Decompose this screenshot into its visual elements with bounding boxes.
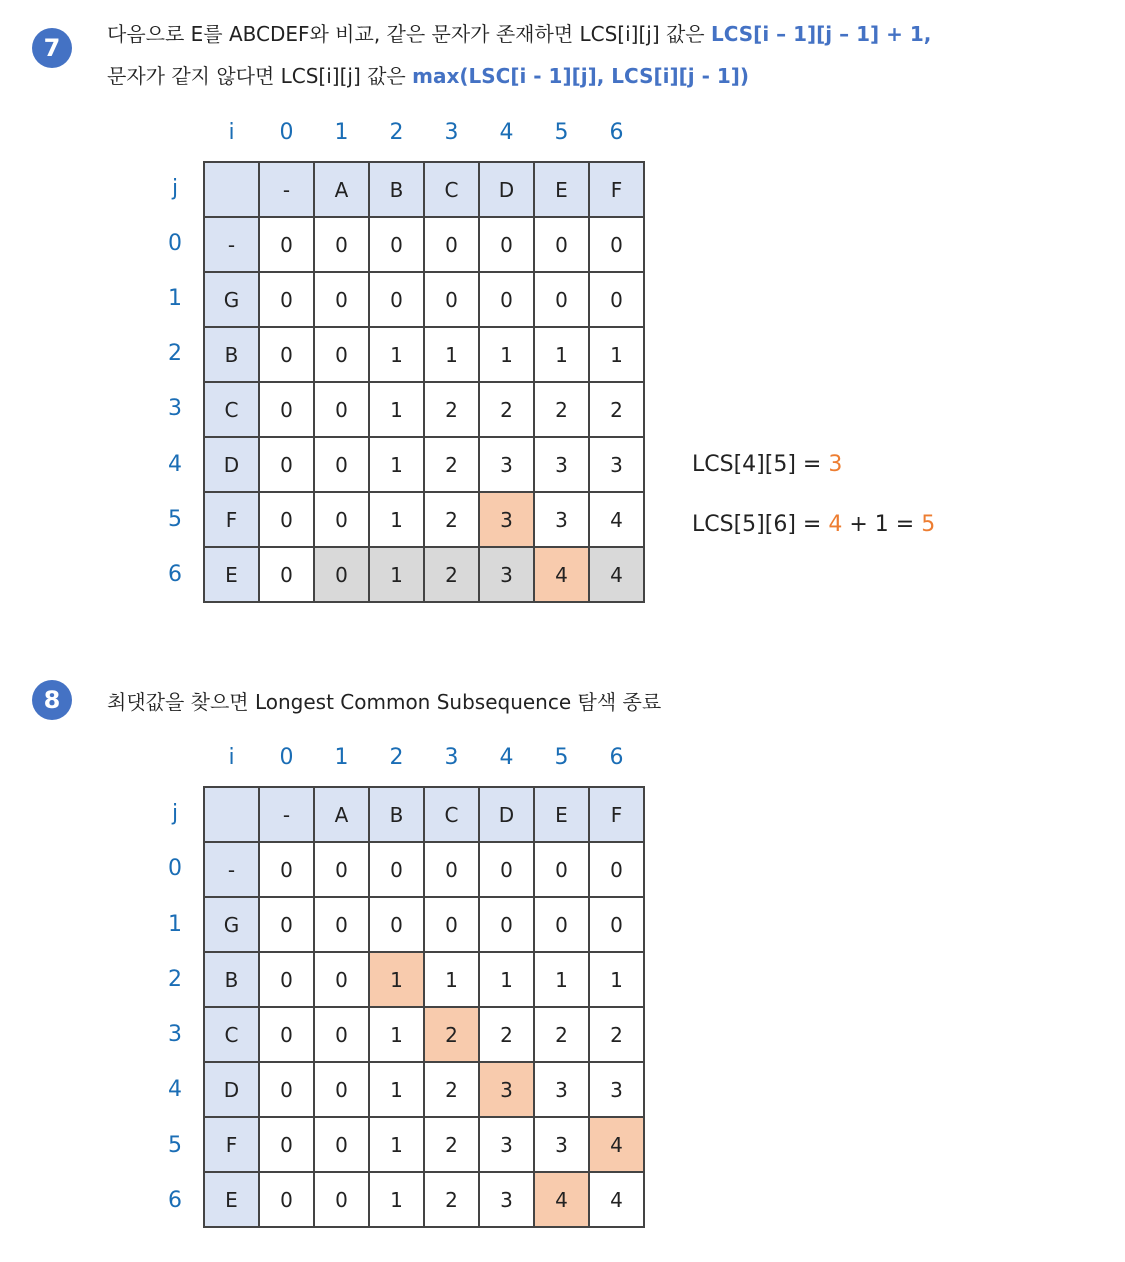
table-cell: 0 xyxy=(479,217,534,272)
table-cell: 0 xyxy=(534,217,589,272)
i-index-0: 0 xyxy=(279,120,294,145)
col-header-cell: A xyxy=(314,787,369,842)
table-cell: 2 xyxy=(424,492,479,547)
equation-value: 3 xyxy=(828,452,843,477)
row-header-cell: G xyxy=(204,897,259,952)
table-cell: 3 xyxy=(534,492,589,547)
j-index-1: 1 xyxy=(168,286,182,311)
i-index-6: 6 xyxy=(609,120,624,145)
table-cell: 1 xyxy=(369,327,424,382)
i-index-3: 3 xyxy=(444,120,459,145)
step-7-formula-match: LCS[i – 1][j – 1] + 1, xyxy=(710,22,932,46)
table-cell: 0 xyxy=(314,382,369,437)
table-cell: 0 xyxy=(259,217,314,272)
table-row xyxy=(204,437,644,492)
i-index-4: 4 xyxy=(499,745,514,770)
table-cell: 0 xyxy=(479,842,534,897)
j-index-3: 3 xyxy=(168,1022,182,1047)
table-cell: 3 xyxy=(589,437,644,492)
equation-lhs: LCS[5][6] = xyxy=(692,512,829,537)
table-cell: 4 xyxy=(589,1172,644,1227)
table-row xyxy=(204,492,644,547)
i-index-0: 0 xyxy=(279,745,294,770)
step-7-description-line-2 xyxy=(107,60,749,89)
table-cell: 0 xyxy=(369,842,424,897)
step-8-badge: 8 xyxy=(32,680,72,720)
table-cell: 3 xyxy=(479,437,534,492)
table-cell: 0 xyxy=(314,1172,369,1227)
current-row-cell: 2 xyxy=(424,547,479,602)
table-cell: 3 xyxy=(534,1117,589,1172)
table-cell: 0 xyxy=(424,272,479,327)
table-cell: 0 xyxy=(479,897,534,952)
table-cell: 0 xyxy=(259,842,314,897)
table-cell: 0 xyxy=(589,217,644,272)
j-index-6: 6 xyxy=(168,562,182,587)
table-cell: 0 xyxy=(369,217,424,272)
row-header-cell: B xyxy=(204,327,259,382)
table-row xyxy=(204,842,644,897)
i-axis-label: i xyxy=(228,745,235,770)
table-cell: 1 xyxy=(369,382,424,437)
table-cell: 3 xyxy=(534,1062,589,1117)
j-axis-label: j xyxy=(171,801,179,826)
table-row xyxy=(204,547,644,602)
table-cell: 0 xyxy=(314,437,369,492)
table-row-header xyxy=(204,787,644,842)
table-cell: 1 xyxy=(424,952,479,1007)
lcs-path-cell: 2 xyxy=(424,1007,479,1062)
j-index-0: 0 xyxy=(168,856,182,881)
table-cell: 0 xyxy=(259,327,314,382)
corner-cell xyxy=(204,162,259,217)
step-7-formula-max: max(LSC[i - 1][j], LCS[i][j - 1]) xyxy=(412,64,750,88)
table-cell: 1 xyxy=(369,1062,424,1117)
equation-result: 5 xyxy=(921,512,936,537)
j-index-4: 4 xyxy=(168,452,182,477)
table-cell: 0 xyxy=(589,272,644,327)
col-header-cell: E xyxy=(534,787,589,842)
table-cell: 1 xyxy=(369,492,424,547)
table-cell: 0 xyxy=(259,437,314,492)
table-cell: 3 xyxy=(479,1117,534,1172)
current-row-cell: 4 xyxy=(589,547,644,602)
lcs-table-step-8 xyxy=(203,786,645,1228)
table-row xyxy=(204,1172,644,1227)
j-index-2: 2 xyxy=(168,341,182,366)
table-cell: 2 xyxy=(534,382,589,437)
row-header-cell: E xyxy=(204,547,259,602)
table-cell: 1 xyxy=(589,952,644,1007)
i-index-1: 1 xyxy=(334,745,349,770)
j-index-4: 4 xyxy=(168,1077,182,1102)
i-index-2: 2 xyxy=(389,745,404,770)
table-cell: 0 xyxy=(259,492,314,547)
table-cell: 2 xyxy=(589,382,644,437)
table-cell: 0 xyxy=(314,327,369,382)
row-header-cell: E xyxy=(204,1172,259,1227)
lcs-path-cell: 3 xyxy=(479,1062,534,1117)
i-index-1: 1 xyxy=(334,120,349,145)
lcs-path-cell: 4 xyxy=(589,1117,644,1172)
j-index-3: 3 xyxy=(168,396,182,421)
table-row xyxy=(204,1117,644,1172)
equation-value: 4 xyxy=(828,512,843,537)
equation-lhs: LCS[4][5] = xyxy=(692,452,829,477)
table-cell: 3 xyxy=(479,1172,534,1227)
row-header-cell: C xyxy=(204,1007,259,1062)
i-index-4: 4 xyxy=(499,120,514,145)
table-cell: 2 xyxy=(424,1062,479,1117)
table-cell: 0 xyxy=(424,842,479,897)
equation-lcs-4-5 xyxy=(692,452,842,477)
step-7-badge: 7 xyxy=(32,28,72,68)
table-cell: 1 xyxy=(534,952,589,1007)
lcs-path-cell: 1 xyxy=(369,952,424,1007)
table-cell: 1 xyxy=(424,327,479,382)
current-row-cell: 3 xyxy=(479,547,534,602)
table-row xyxy=(204,327,644,382)
table-row xyxy=(204,952,644,1007)
col-header-cell: F xyxy=(589,787,644,842)
table-cell: 1 xyxy=(479,327,534,382)
table-cell: 0 xyxy=(259,952,314,1007)
col-header-cell: A xyxy=(314,162,369,217)
current-row-cell: 1 xyxy=(369,547,424,602)
table-cell: 0 xyxy=(589,897,644,952)
table-cell: 0 xyxy=(314,492,369,547)
col-header-cell: - xyxy=(259,162,314,217)
table-row-header xyxy=(204,162,644,217)
col-header-cell: - xyxy=(259,787,314,842)
j-index-0: 0 xyxy=(168,231,182,256)
j-axis-label: j xyxy=(171,176,179,201)
table-cell: 0 xyxy=(424,897,479,952)
row-header-cell: F xyxy=(204,1117,259,1172)
table-cell: 2 xyxy=(424,382,479,437)
col-header-cell: E xyxy=(534,162,589,217)
col-header-cell: B xyxy=(369,787,424,842)
lcs-table-step-7 xyxy=(203,161,645,603)
row-header-cell: - xyxy=(204,842,259,897)
table-cell: 2 xyxy=(534,1007,589,1062)
row-header-cell: F xyxy=(204,492,259,547)
col-header-cell: B xyxy=(369,162,424,217)
table-cell: 2 xyxy=(424,1117,479,1172)
table-cell: 2 xyxy=(479,382,534,437)
table-cell: 0 xyxy=(369,897,424,952)
lcs-path-cell: 4 xyxy=(534,1172,589,1227)
col-header-cell: C xyxy=(424,162,479,217)
table-cell: 0 xyxy=(314,952,369,1007)
table-cell: 1 xyxy=(369,1007,424,1062)
step-7-text-2a: 문자가 같지 않다면 LCS[i][j] 값은 xyxy=(107,64,413,88)
table-cell: 0 xyxy=(259,1172,314,1227)
table-cell: 0 xyxy=(479,272,534,327)
step-8-description: 최댓값을 찾으면 Longest Common Subsequence 탐색 종료 xyxy=(107,690,662,714)
highlight-cell: 3 xyxy=(479,492,534,547)
table-cell: 1 xyxy=(534,327,589,382)
i-index-5: 5 xyxy=(554,745,569,770)
table-cell: 0 xyxy=(259,1062,314,1117)
current-row-cell: 0 xyxy=(314,547,369,602)
table-cell: 0 xyxy=(259,547,314,602)
table-cell: 0 xyxy=(259,1007,314,1062)
j-index-6: 6 xyxy=(168,1188,182,1213)
col-header-cell: D xyxy=(479,787,534,842)
j-index-2: 2 xyxy=(168,967,182,992)
step-7-description-line-1 xyxy=(107,18,931,47)
table-cell: 0 xyxy=(314,842,369,897)
table-cell: 0 xyxy=(534,842,589,897)
table-cell: 0 xyxy=(534,272,589,327)
table-cell: 1 xyxy=(589,327,644,382)
table-cell: 0 xyxy=(534,897,589,952)
row-header-cell: B xyxy=(204,952,259,1007)
row-header-cell: G xyxy=(204,272,259,327)
table-cell: 0 xyxy=(259,1117,314,1172)
j-index-1: 1 xyxy=(168,912,182,937)
table-cell: 0 xyxy=(259,897,314,952)
table-cell: 0 xyxy=(314,1062,369,1117)
table-row xyxy=(204,217,644,272)
table-cell: 1 xyxy=(479,952,534,1007)
table-cell: 4 xyxy=(589,492,644,547)
table-cell: 0 xyxy=(314,217,369,272)
row-header-cell: D xyxy=(204,1062,259,1117)
col-header-cell: C xyxy=(424,787,479,842)
i-index-5: 5 xyxy=(554,120,569,145)
col-header-cell: F xyxy=(589,162,644,217)
corner-cell xyxy=(204,787,259,842)
i-index-3: 3 xyxy=(444,745,459,770)
j-index-5: 5 xyxy=(168,507,182,532)
table-row xyxy=(204,897,644,952)
table-cell: 0 xyxy=(314,1117,369,1172)
table-row xyxy=(204,1062,644,1117)
table-cell: 0 xyxy=(259,382,314,437)
table-cell: 0 xyxy=(314,897,369,952)
table-cell: 3 xyxy=(534,437,589,492)
equation-lcs-5-6 xyxy=(692,512,935,537)
table-cell: 1 xyxy=(369,1117,424,1172)
table-row xyxy=(204,1007,644,1062)
table-cell: 0 xyxy=(589,842,644,897)
i-index-2: 2 xyxy=(389,120,404,145)
i-index-6: 6 xyxy=(609,745,624,770)
table-cell: 1 xyxy=(369,1172,424,1227)
table-cell: 2 xyxy=(424,437,479,492)
row-header-cell: - xyxy=(204,217,259,272)
table-cell: 1 xyxy=(369,437,424,492)
table-cell: 2 xyxy=(424,1172,479,1227)
step-7-text-1a: 다음으로 E를 ABCDEF와 비교, 같은 문자가 존재하면 LCS[i][j] 값은 xyxy=(107,22,711,46)
highlight-cell: 4 xyxy=(534,547,589,602)
table-cell: 3 xyxy=(589,1062,644,1117)
table-cell: 0 xyxy=(424,217,479,272)
table-cell: 0 xyxy=(314,272,369,327)
table-cell: 0 xyxy=(259,272,314,327)
equation-op: + 1 = xyxy=(842,512,922,537)
table-row xyxy=(204,272,644,327)
i-axis-label: i xyxy=(228,120,235,145)
row-header-cell: C xyxy=(204,382,259,437)
table-cell: 0 xyxy=(369,272,424,327)
table-cell: 2 xyxy=(589,1007,644,1062)
row-header-cell: D xyxy=(204,437,259,492)
j-index-5: 5 xyxy=(168,1133,182,1158)
table-cell: 0 xyxy=(314,1007,369,1062)
table-row xyxy=(204,382,644,437)
table-cell: 2 xyxy=(479,1007,534,1062)
col-header-cell: D xyxy=(479,162,534,217)
